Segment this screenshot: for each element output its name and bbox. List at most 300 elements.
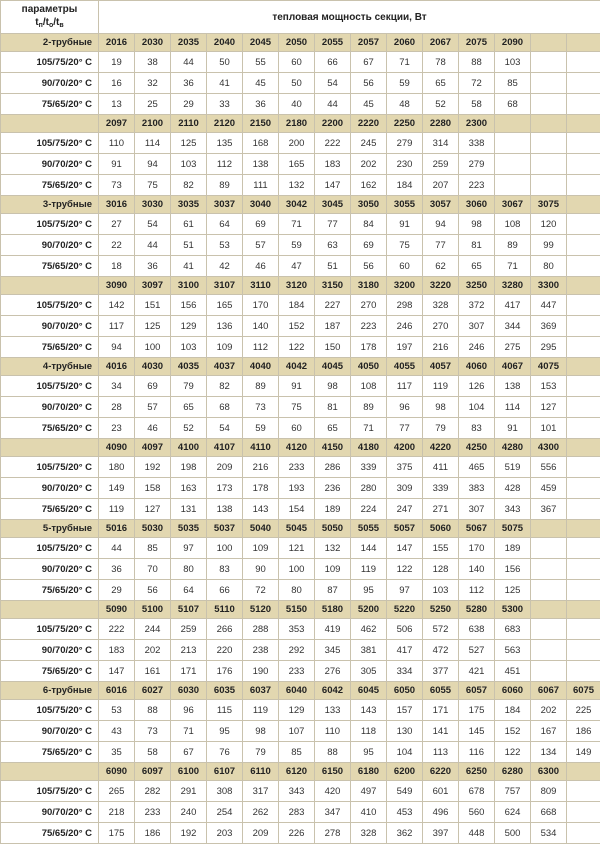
model-cell: 6090 [99, 763, 135, 781]
model-cell: 6040 [279, 682, 315, 700]
model-cell: 5300 [495, 601, 531, 619]
value-cell: 138 [243, 154, 279, 175]
table-row [1, 316, 600, 337]
row-label: 90/70/20° С [1, 640, 99, 661]
group-title: 2-трубные [1, 34, 99, 52]
value-cell: 369 [531, 316, 567, 337]
row-label: 90/70/20° С [1, 397, 99, 418]
empty-cell [567, 538, 600, 559]
model-cell: 5110 [207, 601, 243, 619]
value-cell: 339 [351, 457, 387, 478]
empty-cell [567, 376, 600, 397]
value-cell: 246 [387, 316, 423, 337]
table-row [1, 397, 600, 418]
value-cell: 95 [351, 580, 387, 601]
row-label: 75/65/20° С [1, 94, 99, 115]
value-cell: 187 [315, 316, 351, 337]
value-cell: 383 [459, 478, 495, 499]
table-row [1, 133, 600, 154]
row-label: 105/75/20° С [1, 133, 99, 154]
value-cell: 173 [207, 478, 243, 499]
value-cell: 465 [459, 457, 495, 478]
value-cell: 98 [459, 214, 495, 235]
value-cell: 200 [279, 133, 315, 154]
value-cell: 110 [315, 721, 351, 742]
value-cell: 126 [459, 376, 495, 397]
model-cell: 4037 [207, 358, 243, 376]
value-cell: 184 [495, 700, 531, 721]
model-cell: 6110 [243, 763, 279, 781]
value-cell: 362 [387, 823, 423, 844]
value-cell: 82 [171, 175, 207, 196]
model-cell: 6107 [207, 763, 243, 781]
value-cell: 88 [459, 52, 495, 73]
value-cell: 334 [387, 661, 423, 682]
value-cell: 283 [279, 802, 315, 823]
value-cell: 67 [171, 742, 207, 763]
value-cell: 57 [135, 397, 171, 418]
value-cell: 100 [207, 538, 243, 559]
model-cell: 2030 [135, 34, 171, 52]
value-cell: 112 [243, 337, 279, 358]
value-cell: 48 [387, 94, 423, 115]
value-cell: 147 [99, 661, 135, 682]
value-cell: 117 [387, 376, 423, 397]
value-cell: 417 [495, 295, 531, 316]
group-title [1, 277, 99, 295]
model-cell: 3040 [243, 196, 279, 214]
empty-cell [495, 115, 531, 133]
value-cell: 282 [135, 781, 171, 802]
model-cell: 3045 [315, 196, 351, 214]
row-label: 105/75/20° С [1, 214, 99, 235]
empty-cell [567, 559, 600, 580]
value-cell: 170 [459, 538, 495, 559]
value-cell: 44 [315, 94, 351, 115]
value-cell: 113 [423, 742, 459, 763]
model-cell: 5280 [459, 601, 495, 619]
model-cell: 5037 [207, 520, 243, 538]
value-cell: 91 [495, 418, 531, 439]
model-cell: 6300 [531, 763, 567, 781]
value-cell: 347 [315, 802, 351, 823]
empty-cell [567, 802, 600, 823]
value-cell: 111 [243, 175, 279, 196]
model-cell: 4180 [351, 439, 387, 457]
table-row [1, 337, 600, 358]
value-cell: 149 [99, 478, 135, 499]
value-cell: 497 [351, 781, 387, 802]
value-cell: 69 [135, 376, 171, 397]
value-cell: 120 [531, 214, 567, 235]
value-cell: 259 [423, 154, 459, 175]
value-cell: 216 [243, 457, 279, 478]
value-cell: 27 [99, 214, 135, 235]
table-row [1, 376, 600, 397]
value-cell: 125 [135, 316, 171, 337]
table-row [1, 721, 600, 742]
model-cell: 4200 [387, 439, 423, 457]
value-cell: 216 [423, 337, 459, 358]
value-cell: 44 [99, 538, 135, 559]
model-cell: 3050 [351, 196, 387, 214]
value-cell: 34 [99, 376, 135, 397]
model-cell: 6097 [135, 763, 171, 781]
model-cell: 5067 [459, 520, 495, 538]
value-cell: 428 [495, 478, 531, 499]
value-cell: 50 [207, 52, 243, 73]
value-cell: 109 [315, 559, 351, 580]
model-cell: 5030 [135, 520, 171, 538]
value-cell: 203 [207, 823, 243, 844]
model-row [1, 196, 600, 214]
row-label: 90/70/20° С [1, 802, 99, 823]
value-cell: 72 [243, 580, 279, 601]
value-cell: 153 [531, 376, 567, 397]
table-row [1, 619, 600, 640]
value-cell: 459 [531, 478, 567, 499]
model-cell: 2067 [423, 34, 459, 52]
table-row [1, 742, 600, 763]
value-cell: 140 [243, 316, 279, 337]
params-sub-air: в [59, 22, 63, 29]
value-cell: 448 [459, 823, 495, 844]
empty-cell [531, 34, 567, 52]
value-cell: 184 [387, 175, 423, 196]
value-cell: 73 [243, 397, 279, 418]
model-cell: 4300 [531, 439, 567, 457]
model-cell: 6057 [459, 682, 495, 700]
empty-cell [567, 154, 600, 175]
value-cell: 266 [207, 619, 243, 640]
empty-cell [567, 115, 600, 133]
table-row [1, 781, 600, 802]
value-cell: 291 [171, 781, 207, 802]
value-cell: 247 [387, 499, 423, 520]
model-row [1, 277, 600, 295]
value-cell: 141 [423, 721, 459, 742]
value-cell: 29 [99, 580, 135, 601]
model-cell: 3220 [423, 277, 459, 295]
value-cell: 152 [495, 721, 531, 742]
value-cell: 65 [423, 73, 459, 94]
value-cell: 77 [387, 418, 423, 439]
value-cell: 112 [459, 580, 495, 601]
value-cell: 572 [423, 619, 459, 640]
model-cell: 4097 [135, 439, 171, 457]
table-row [1, 214, 600, 235]
model-cell: 3037 [207, 196, 243, 214]
value-cell: 119 [99, 499, 135, 520]
value-cell: 127 [135, 499, 171, 520]
value-cell: 144 [351, 538, 387, 559]
value-cell: 98 [315, 376, 351, 397]
model-cell: 5016 [99, 520, 135, 538]
value-cell: 116 [459, 742, 495, 763]
value-cell: 314 [423, 133, 459, 154]
value-cell: 36 [243, 94, 279, 115]
value-cell: 190 [243, 661, 279, 682]
value-cell: 186 [567, 721, 600, 742]
value-cell: 94 [135, 154, 171, 175]
value-cell: 77 [423, 235, 459, 256]
model-cell: 5120 [243, 601, 279, 619]
value-cell: 66 [207, 580, 243, 601]
value-cell: 58 [459, 94, 495, 115]
empty-cell [531, 73, 567, 94]
row-label: 105/75/20° С [1, 376, 99, 397]
value-cell: 38 [135, 52, 171, 73]
empty-cell [567, 256, 600, 277]
value-cell: 183 [99, 640, 135, 661]
model-cell: 4110 [243, 439, 279, 457]
value-cell: 19 [99, 52, 135, 73]
model-cell: 5107 [171, 601, 207, 619]
value-cell: 95 [207, 721, 243, 742]
value-cell: 45 [243, 73, 279, 94]
model-cell: 6042 [315, 682, 351, 700]
table-row [1, 823, 600, 844]
value-cell: 85 [135, 538, 171, 559]
value-cell: 36 [135, 256, 171, 277]
model-cell: 3057 [423, 196, 459, 214]
value-cell: 189 [495, 538, 531, 559]
group-title: 5-трубные [1, 520, 99, 538]
model-cell: 6055 [423, 682, 459, 700]
value-cell: 80 [279, 580, 315, 601]
value-cell: 36 [99, 559, 135, 580]
value-cell: 462 [351, 619, 387, 640]
model-cell: 2090 [495, 34, 531, 52]
value-cell: 23 [99, 418, 135, 439]
value-cell: 51 [315, 256, 351, 277]
model-cell: 4075 [531, 358, 567, 376]
value-cell: 223 [459, 175, 495, 196]
value-cell: 317 [243, 781, 279, 802]
row-label: 105/75/20° С [1, 295, 99, 316]
model-cell: 6120 [279, 763, 315, 781]
value-cell: 305 [351, 661, 387, 682]
value-cell: 367 [531, 499, 567, 520]
row-label: 90/70/20° С [1, 721, 99, 742]
row-label: 105/75/20° С [1, 619, 99, 640]
value-cell: 288 [243, 619, 279, 640]
row-label: 105/75/20° С [1, 700, 99, 721]
model-cell: 4057 [423, 358, 459, 376]
value-cell: 80 [171, 559, 207, 580]
value-cell: 668 [531, 802, 567, 823]
value-cell: 129 [279, 700, 315, 721]
value-cell: 307 [459, 316, 495, 337]
value-cell: 168 [243, 133, 279, 154]
value-cell: 209 [207, 457, 243, 478]
value-cell: 64 [207, 214, 243, 235]
value-cell: 81 [459, 235, 495, 256]
model-cell: 2150 [243, 115, 279, 133]
value-cell: 202 [531, 700, 567, 721]
value-cell: 225 [567, 700, 600, 721]
model-cell: 4030 [135, 358, 171, 376]
table-row [1, 538, 600, 559]
empty-cell [567, 295, 600, 316]
value-cell: 453 [387, 802, 423, 823]
value-cell: 71 [495, 256, 531, 277]
row-label: 90/70/20° С [1, 316, 99, 337]
model-cell: 5250 [423, 601, 459, 619]
params-title: параметры [22, 4, 78, 15]
value-cell: 50 [279, 73, 315, 94]
empty-cell [567, 520, 600, 538]
value-cell: 178 [351, 337, 387, 358]
model-row [1, 763, 600, 781]
model-cell: 3180 [351, 277, 387, 295]
value-cell: 73 [99, 175, 135, 196]
value-cell: 165 [279, 154, 315, 175]
value-cell: 343 [495, 499, 531, 520]
model-cell: 2097 [99, 115, 135, 133]
empty-cell [567, 619, 600, 640]
model-cell: 2180 [279, 115, 315, 133]
value-cell: 75 [279, 397, 315, 418]
value-cell: 265 [99, 781, 135, 802]
empty-cell [567, 763, 600, 781]
row-label: 90/70/20° С [1, 478, 99, 499]
group-title [1, 601, 99, 619]
value-cell: 110 [99, 133, 135, 154]
value-cell: 757 [495, 781, 531, 802]
value-cell: 147 [315, 175, 351, 196]
value-cell: 209 [243, 823, 279, 844]
value-cell: 107 [279, 721, 315, 742]
model-cell: 2016 [99, 34, 135, 52]
value-cell: 13 [99, 94, 135, 115]
value-cell: 339 [423, 478, 459, 499]
model-cell: 3150 [315, 277, 351, 295]
table-row [1, 457, 600, 478]
value-cell: 103 [171, 154, 207, 175]
value-cell: 683 [495, 619, 531, 640]
value-cell: 500 [495, 823, 531, 844]
value-cell: 114 [495, 397, 531, 418]
value-cell: 132 [279, 175, 315, 196]
value-cell: 94 [423, 214, 459, 235]
value-cell: 417 [387, 640, 423, 661]
model-row [1, 34, 600, 52]
value-cell: 28 [99, 397, 135, 418]
value-cell: 36 [171, 73, 207, 94]
empty-cell [567, 52, 600, 73]
value-cell: 197 [387, 337, 423, 358]
value-cell: 41 [171, 256, 207, 277]
value-cell: 97 [171, 538, 207, 559]
value-cell: 161 [135, 661, 171, 682]
value-cell: 246 [459, 337, 495, 358]
value-cell: 71 [387, 52, 423, 73]
value-cell: 262 [243, 802, 279, 823]
model-cell: 2050 [279, 34, 315, 52]
value-cell: 270 [423, 316, 459, 337]
value-cell: 71 [351, 418, 387, 439]
value-cell: 143 [243, 499, 279, 520]
value-cell: 91 [99, 154, 135, 175]
table-row [1, 73, 600, 94]
value-cell: 109 [207, 337, 243, 358]
value-cell: 198 [171, 457, 207, 478]
value-cell: 44 [135, 235, 171, 256]
value-cell: 29 [171, 94, 207, 115]
value-cell: 79 [171, 376, 207, 397]
value-cell: 77 [315, 214, 351, 235]
empty-cell [567, 439, 600, 457]
value-cell: 345 [315, 640, 351, 661]
model-cell: 3107 [207, 277, 243, 295]
model-row [1, 439, 600, 457]
value-cell: 83 [207, 559, 243, 580]
value-cell: 279 [459, 154, 495, 175]
value-cell: 88 [135, 700, 171, 721]
value-cell: 65 [459, 256, 495, 277]
value-cell: 375 [387, 457, 423, 478]
model-cell: 6037 [243, 682, 279, 700]
value-cell: 227 [315, 295, 351, 316]
value-cell: 178 [243, 478, 279, 499]
empty-cell [567, 601, 600, 619]
value-cell: 279 [387, 133, 423, 154]
value-cell: 79 [423, 418, 459, 439]
group-title: 3-трубные [1, 196, 99, 214]
value-cell: 119 [243, 700, 279, 721]
value-cell: 506 [387, 619, 423, 640]
value-cell: 328 [351, 823, 387, 844]
value-cell: 298 [387, 295, 423, 316]
value-cell: 98 [243, 721, 279, 742]
empty-cell [531, 661, 567, 682]
value-cell: 307 [459, 499, 495, 520]
row-label: 90/70/20° С [1, 559, 99, 580]
empty-cell [567, 316, 600, 337]
model-cell: 4042 [279, 358, 315, 376]
model-cell: 6050 [387, 682, 423, 700]
group-title [1, 439, 99, 457]
value-cell: 46 [243, 256, 279, 277]
empty-cell [531, 52, 567, 73]
model-cell: 2280 [423, 115, 459, 133]
empty-cell [531, 580, 567, 601]
table-row [1, 295, 600, 316]
empty-cell [567, 499, 600, 520]
table-row [1, 175, 600, 196]
value-cell: 556 [531, 457, 567, 478]
empty-cell [495, 154, 531, 175]
model-cell: 2057 [351, 34, 387, 52]
empty-cell [567, 175, 600, 196]
row-label: 75/65/20° С [1, 661, 99, 682]
value-cell: 202 [351, 154, 387, 175]
group-title [1, 115, 99, 133]
value-cell: 140 [459, 559, 495, 580]
value-cell: 44 [171, 52, 207, 73]
model-cell: 5200 [351, 601, 387, 619]
value-cell: 220 [207, 640, 243, 661]
model-cell: 2075 [459, 34, 495, 52]
model-cell: 3110 [243, 277, 279, 295]
value-cell: 59 [279, 235, 315, 256]
value-cell: 63 [315, 235, 351, 256]
empty-cell [531, 601, 567, 619]
value-cell: 119 [351, 559, 387, 580]
model-cell: 5100 [135, 601, 171, 619]
value-cell: 154 [279, 499, 315, 520]
